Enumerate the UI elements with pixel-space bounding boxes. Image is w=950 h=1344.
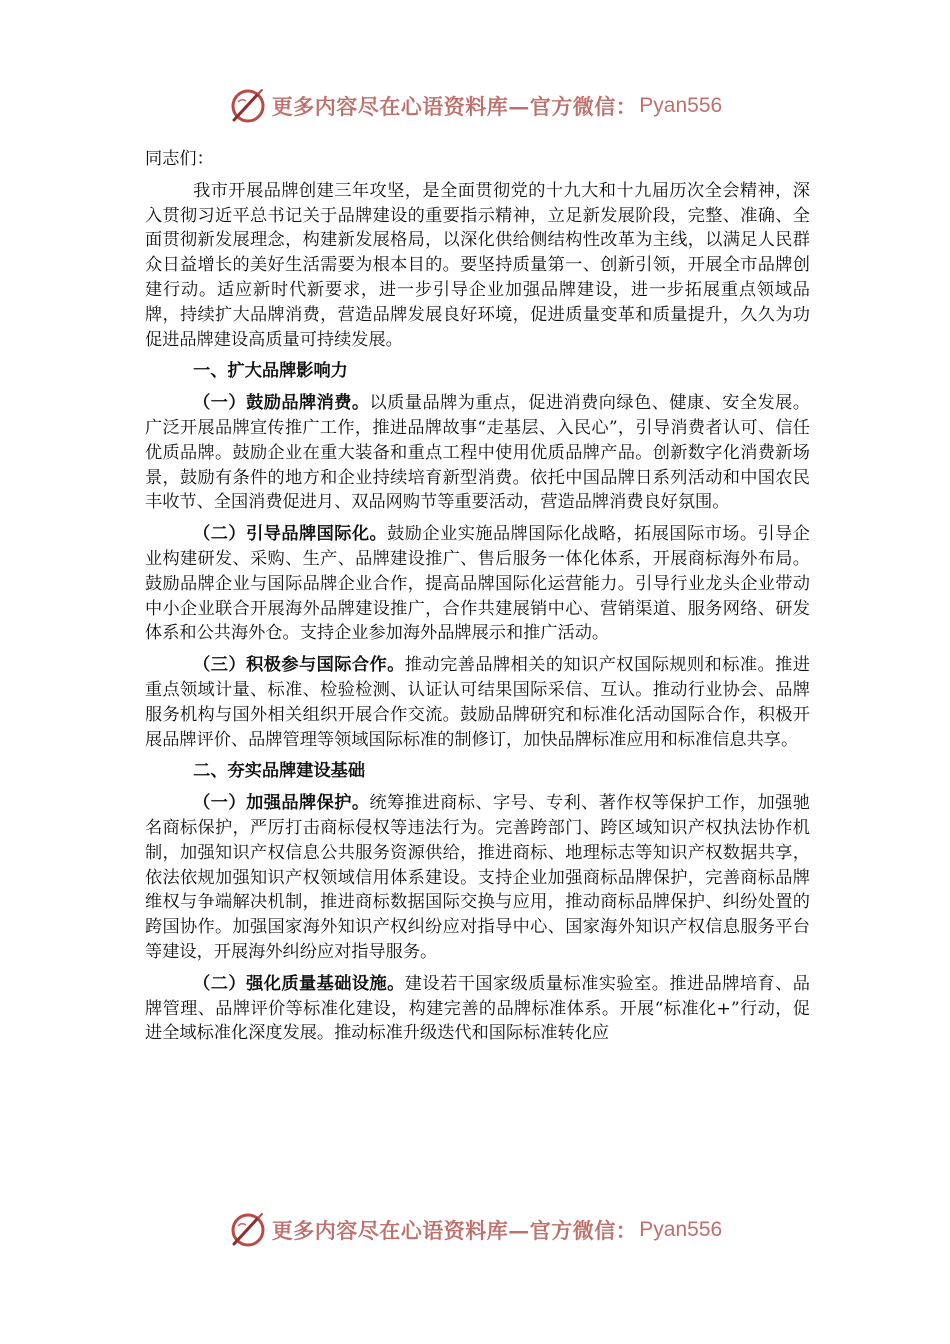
item-title: （一）加强品牌保护。 [193,793,370,814]
item-title: （一）鼓励品牌消费。 [193,393,370,414]
item-body: 以质量品牌为重点，促进消费向绿色、健康、安全发展。广泛开展品牌宣传推广工作，推进品牌故事“走基层、入民心”，引导消费者认可、信任优质品牌。鼓励企业在重大装备和重点工程中使用优质品牌产品。创新数字化消费新场景，鼓励有条件的地方和企业持续培育新型消费。依托中国品牌日系列活动和中国农民丰收节、全国消费促进月、双品网购节等重要活动，营造品牌消费良好氛围。 [145,393,810,513]
section1-item-2 [145,522,810,646]
section-heading-2: 二、夯实品牌建设基础 [193,761,366,782]
item-title: （三）积极参与国际合作。 [193,655,405,676]
pen-logo-icon [228,86,268,126]
intro-paragraph: 我市开展品牌创建三年攻坚，是全面贯彻党的十九大和十九届历次全会精神，深入贯彻习近平总书记关于品牌建设的重要指示精神，立足新发展阶段，完整、准确、全面贯彻新发展理念，构建新发展格局，以深化供给侧结构性改革为主线，以满足人民群众日益增长的美好生活需要为根本目的。要坚持质量第一、创新引领，开展全市品牌创建行动。适应新时代新要求，进一步引导企业加强品牌建设，进一步拓展重点领域品牌，持续扩大品牌消费，营造品牌发展良好环境，促进质量变革和质量提升，久久为功促进品牌建设高质量可持续发展。 [145,180,810,350]
watermark-text: 更多内容尽在心语资料库—官方微信： [271,1218,638,1243]
watermark-text: 更多内容尽在心语资料库—官方微信： [271,94,638,119]
watermark-wechat-id: Pyan556 [639,94,723,117]
greeting: 同志们： [145,149,214,169]
item-body: 统筹推进商标、字号、专利、著作权等保护工作，加强驰名商标保护，严厉打击商标侵权等违法行为。完善跨部门、跨区域知识产权执法协作机制，加强知识产权信息公共服务资源供给，推进商标、地理标志等知识产权数据共享，依法依规加强知识产权领域信用体系建设。支持企业加强商标品牌保护，完善商标品牌维权与争端解决机制，推进商标数据国际交换与应用，推动商标品牌保护、纠纷处置的跨国协作。加强国家海外知识产权纠纷应对指导中心、国家海外知识产权信息服务平台等建设，开展海外纠纷应对指导服务。 [145,793,810,962]
watermark-wechat-id: Pyan556 [639,1218,723,1241]
pen-logo-icon [228,1210,268,1250]
item-title: （二）强化质量基础设施。 [193,973,405,994]
section2-item-1 [145,791,810,965]
item-title: （二）引导品牌国际化。 [193,524,388,545]
footer-watermark-banner [0,1210,950,1250]
section1-item-3 [145,653,810,752]
section1-item-1 [145,391,810,515]
header-watermark-banner [0,86,950,126]
item-body: 鼓励企业实施品牌国际化战略，拓展国际市场。引导企业构建研发、采购、生产、品牌建设推广、售后服务一体化体系，开展商标海外布局。鼓励品牌企业与国际品牌企业合作，提高品牌国际化运营能力。引导行业龙头企业带动中小企业联合开展海外品牌建设推广，合作共建展销中心、营销渠道、服务网络、研发体系和公共海外仓。支持企业参加海外品牌展示和推广活动。 [145,524,810,644]
section2-item-2 [145,972,810,1046]
item-body: 建设若干国家级质量标准实验室。推进品牌培育、品牌管理、品牌评价等标准化建设，构建完善的品牌标准体系。开展“标准化+”行动，促进全域标准化深度发展。推动标准升级迭代和国际标准转化应 [145,973,810,1044]
section-heading-1: 一、扩大品牌影响力 [193,361,348,382]
document-body [145,147,810,1053]
item-body: 推动完善品牌相关的知识产权国际规则和标准。推进重点领域计量、标准、检验检测、认证认可结果国际采信、互认。推动行业协会、品牌服务机构与国外相关组织开展合作交流。鼓励品牌研究和标准化活动国际合作，积极开展品牌评价、品牌管理等领域国际标准的制修订，加快品牌标准应用和标准信息共享。 [145,655,810,750]
